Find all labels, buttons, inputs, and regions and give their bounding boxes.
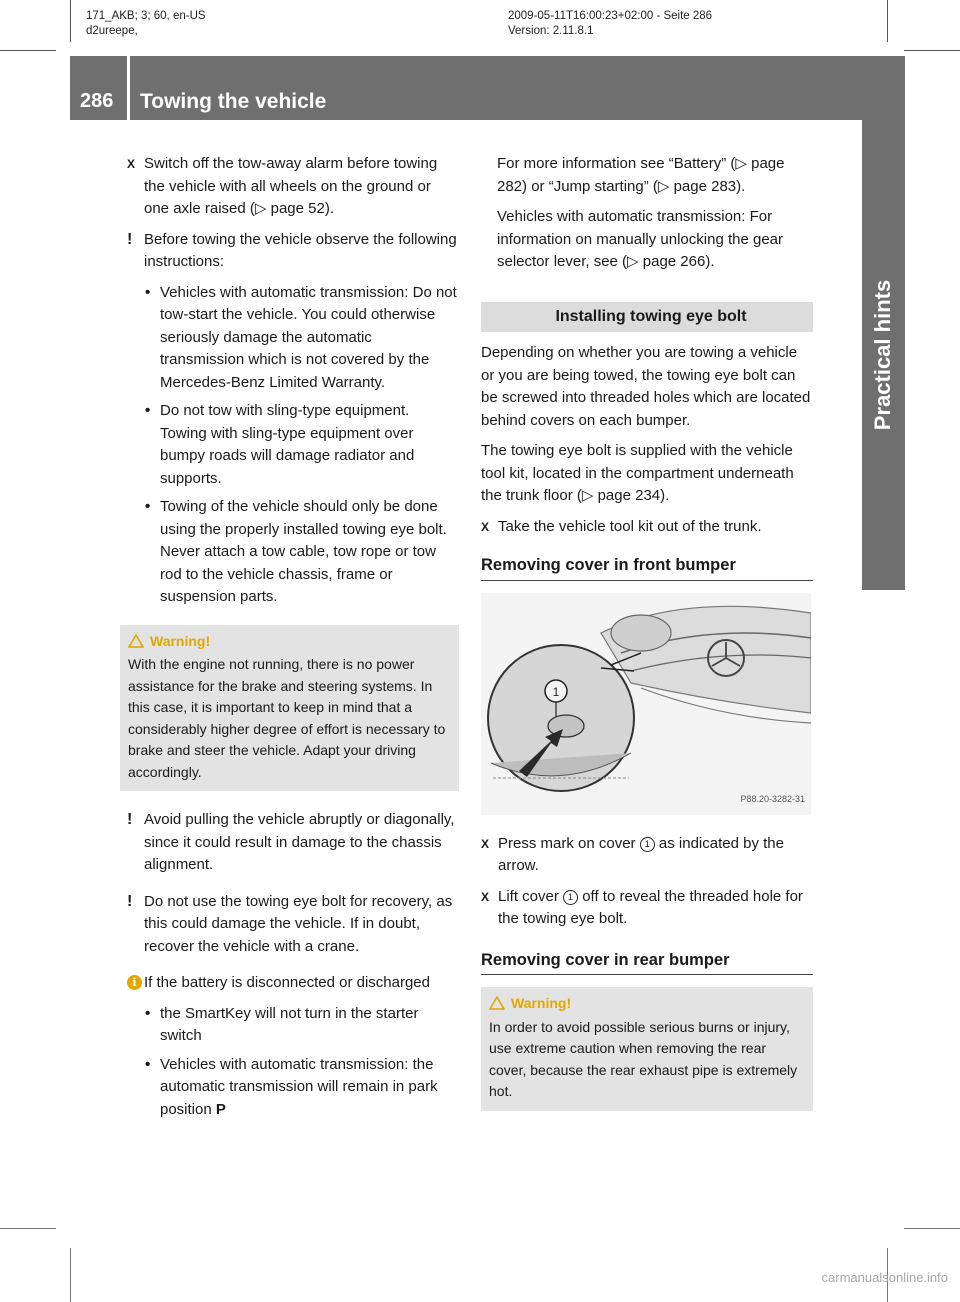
note-text: Before towing the vehicle observe the following instructions:	[144, 230, 457, 270]
exclamation-icon: !	[127, 892, 133, 910]
warning-heading	[489, 993, 805, 1015]
instruction-step	[481, 833, 813, 878]
crop-mark	[887, 0, 888, 42]
paragraph: Depending on whether you are towing a vehicle or you are being towed, the towing eye bolt can be screwed into threaded holes which are located behind covers on each bumper.	[481, 344, 811, 429]
step-text: off to reveal the threaded hole for the towing eye bolt.	[498, 887, 803, 927]
instruction-step	[481, 886, 813, 931]
caution-note	[127, 891, 459, 959]
note-text: Avoid pulling the vehicle abruptly or diagonally, since it could result in damage to the chassis alignment.	[144, 811, 455, 873]
arrow-x-icon: X	[127, 157, 136, 171]
list-item-text: Do not tow with sling-type equipment. Towing with sling-type equipment over bumpy roads will damage radiator and supports.	[160, 402, 415, 487]
warning-title: Warning!	[150, 632, 211, 649]
warning-heading	[128, 631, 451, 653]
list-item	[127, 1003, 459, 1048]
figure-callout: 1	[552, 684, 560, 699]
note-text: If the battery is disconnected or discharged	[144, 974, 430, 991]
warning-text: In order to avoid possible serious burns or injury, use extreme caution when removing the rear cover, because the rear exhaust pipe is extremely hot.	[489, 1018, 798, 1099]
crop-mark	[904, 1228, 960, 1229]
note-text: Do not use the towing eye bolt for recovery, as this could damage the vehicle. If in doubt, recover the vehicle with a crane.	[144, 892, 453, 955]
right-column	[481, 153, 813, 1111]
bumper-illustration	[481, 593, 811, 815]
caution-note	[127, 229, 459, 274]
meta-line: 2009-05-11T16:00:23+02:00 - Seite 286	[508, 10, 713, 22]
exclamation-icon: !	[127, 811, 133, 828]
crop-mark	[904, 50, 960, 51]
bullet-icon: •	[145, 1055, 151, 1073]
step-text: Take the vehicle tool kit out of the trunk.	[498, 517, 762, 535]
crop-mark	[70, 1248, 71, 1302]
paragraph: For more information see “Battery” (▷ page 282) or “Jump starting” (▷ page 283).	[497, 155, 785, 195]
step-text: Switch off the tow-away alarm before towing the vehicle with all wheels on the ground or one axle raised (▷ page 52).	[144, 155, 438, 217]
page-number: 286	[80, 90, 114, 112]
arrow-x-icon: X	[481, 519, 490, 534]
gear-position: P	[215, 1100, 226, 1118]
arrow-x-icon: X	[481, 889, 490, 904]
watermark: carmanualsonline.info	[821, 1270, 948, 1285]
crop-mark	[0, 1228, 56, 1229]
warning-box	[120, 625, 459, 792]
paragraph: Vehicles with automatic transmission: For information on manually unlocking the gear selector lever, see (▷ page 266).	[497, 208, 784, 270]
instruction-step	[481, 516, 813, 539]
arrow-x-icon: X	[481, 836, 490, 851]
step-text: Lift cover	[498, 887, 559, 905]
list-item	[127, 400, 459, 490]
figure-code: P88.20-3282-31	[740, 794, 805, 804]
left-column	[127, 153, 459, 1127]
exclamation-icon: !	[127, 230, 133, 248]
subheading: Removing cover in rear bumper	[481, 949, 813, 976]
list-item	[127, 282, 459, 395]
page-title: Towing the vehicle	[140, 90, 327, 113]
crop-mark	[0, 50, 56, 51]
warning-triangle-icon	[128, 634, 144, 648]
list-item-text: Vehicles with automatic transmission: Do not tow-start the vehicle. You could otherwise seriously damage the automatic transmission which is not covered by the Mercedes-Benz Limited Warranty.	[160, 283, 457, 391]
callout-number-icon: 1	[563, 890, 578, 905]
print-meta-left	[86, 9, 206, 39]
list-item	[127, 496, 459, 609]
meta-line: Version: 2.11.8.1	[508, 25, 594, 37]
warning-text: With the engine not running, there is no power assistance for the brake and steering systems. In this case, it is important to keep in mind that a considerably higher degree of effort is necessary to brake and steer the vehicle. Adapt your driving accordingly.	[128, 656, 446, 780]
list-item	[127, 1054, 459, 1122]
warning-box	[481, 987, 813, 1111]
chapter-tab-label: Practical hints	[870, 279, 895, 431]
info-note	[127, 972, 459, 995]
step-text: Press mark on cover	[498, 834, 636, 852]
list-item-text: Vehicles with automatic transmission: the automatic transmission will remain in park position	[160, 1055, 438, 1118]
crop-mark	[70, 0, 71, 42]
info-icon: i	[127, 975, 142, 990]
list-item-text: the SmartKey will not turn in the starter switch	[160, 1004, 419, 1044]
bullet-icon: •	[145, 283, 151, 301]
callout-number-icon: 1	[640, 837, 655, 852]
bullet-icon: •	[145, 1004, 151, 1022]
bullet-icon: •	[145, 402, 151, 419]
print-meta-right	[508, 9, 712, 39]
warning-triangle-icon	[489, 996, 505, 1010]
section-heading: Installing towing eye bolt	[481, 302, 813, 333]
subheading: Removing cover in front bumper	[481, 554, 813, 581]
step-text: as indicated by the arrow.	[498, 834, 784, 874]
meta-line: 171_AKB; 3; 60, en-US	[86, 10, 206, 22]
instruction-step	[127, 153, 459, 221]
caution-note	[127, 809, 459, 877]
header-separator	[127, 56, 130, 120]
bumper-drawing	[481, 593, 811, 815]
meta-line: d2ureepe,	[86, 25, 138, 37]
list-item-text: Towing of the vehicle should only be done using the properly installed towing eye bolt. Never attach a tow cable, tow rope or tow rod to the vehicle chassis, frame or suspension parts.	[160, 498, 447, 605]
warning-title: Warning!	[511, 995, 572, 1011]
paragraph: The towing eye bolt is supplied with the vehicle tool kit, located in the compartment underneath the trunk floor (▷ page 234).	[481, 442, 794, 504]
bullet-icon: •	[145, 498, 151, 515]
